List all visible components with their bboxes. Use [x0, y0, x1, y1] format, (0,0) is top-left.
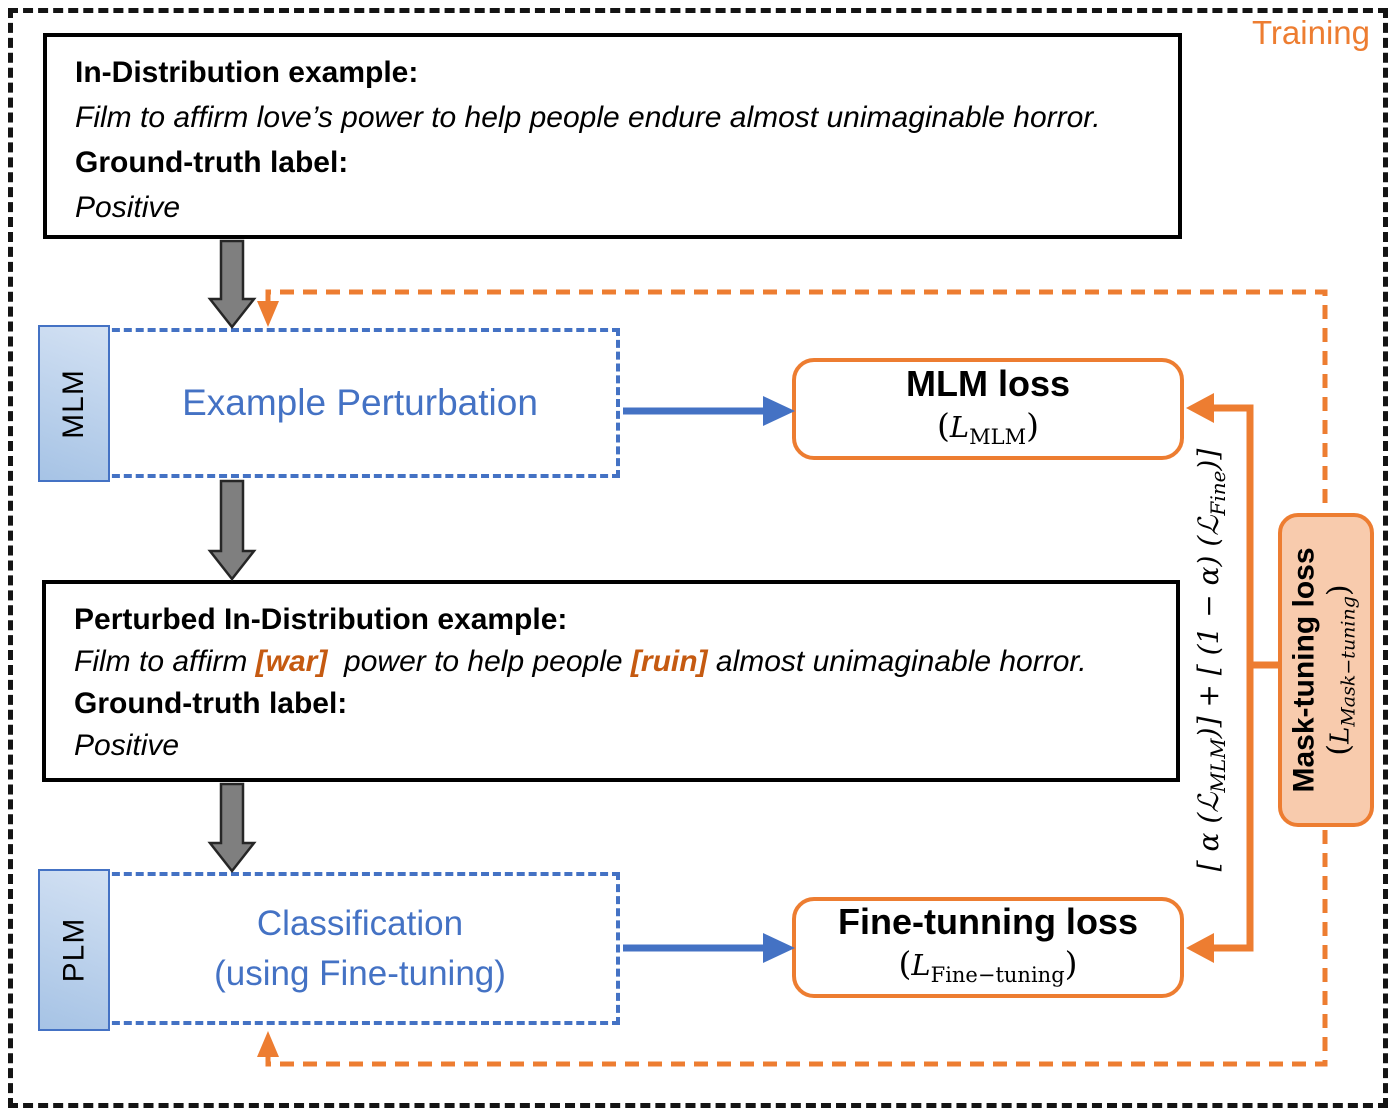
weighted-sum-formula: [ α (ℒ$_{MLM}$)] + [ (1 − α) (ℒ$_{Fine}$)] — [1192, 448, 1230, 872]
in-distribution-box — [43, 33, 1182, 239]
in-distribution-sentence: Film to affirm love’s power to help people endure almost unimaginable horror. — [75, 101, 1101, 134]
perturbed-title: Perturbed In-Distribution example: — [74, 603, 568, 636]
ground-truth-label-title: Ground-truth label: — [75, 146, 349, 179]
perturbed-box — [42, 580, 1180, 782]
training-label: Training — [1252, 14, 1370, 51]
in-distribution-title: In-Distribution example: — [75, 56, 419, 89]
perturbed-sentence: Film to affirm [war] power to help people [ruin] almost unimaginable horror. — [74, 645, 1087, 678]
classification-label-line2: (using Fine-tuning) — [214, 953, 506, 993]
mask-tuning-loss-formula: $(L_{Mask-tuning})$ — [1321, 584, 1360, 756]
mask-tuning-loss-box — [1278, 513, 1374, 827]
mlm-loss-title: MLM loss — [905, 362, 1070, 404]
perturbed-ground-truth-title: Ground-truth label: — [74, 687, 348, 720]
masked-word-ruin: [ruin] — [630, 645, 708, 678]
plm-tab — [38, 869, 110, 1031]
example-perturbation-box — [100, 328, 620, 478]
mlm-tab-label: MLM — [57, 368, 91, 439]
mask-tuning-loss-content — [1286, 515, 1365, 825]
plm-tab-label: PLM — [57, 917, 90, 983]
mlm-loss-formula: $(L_{MLM})$ — [937, 405, 1039, 449]
classification-box — [100, 872, 620, 1025]
ground-truth-label-value: Positive — [75, 191, 181, 224]
fine-tuning-loss-title: Fine-tunning loss — [838, 901, 1138, 943]
mlm-tab — [38, 325, 110, 482]
fine-tuning-loss-formula: $(L_{Fine-tuning})$ — [898, 944, 1078, 987]
masked-word-war: [war] — [255, 645, 328, 678]
mlm-loss-box — [792, 358, 1184, 460]
mask-tuning-loss-title: Mask-tuning loss — [1287, 547, 1321, 793]
fine-tuning-loss-box — [792, 897, 1184, 998]
example-perturbation-label: Example Perturbation — [182, 382, 538, 423]
perturbed-ground-truth-value: Positive — [74, 729, 180, 762]
classification-label-line1: Classification — [256, 903, 464, 943]
